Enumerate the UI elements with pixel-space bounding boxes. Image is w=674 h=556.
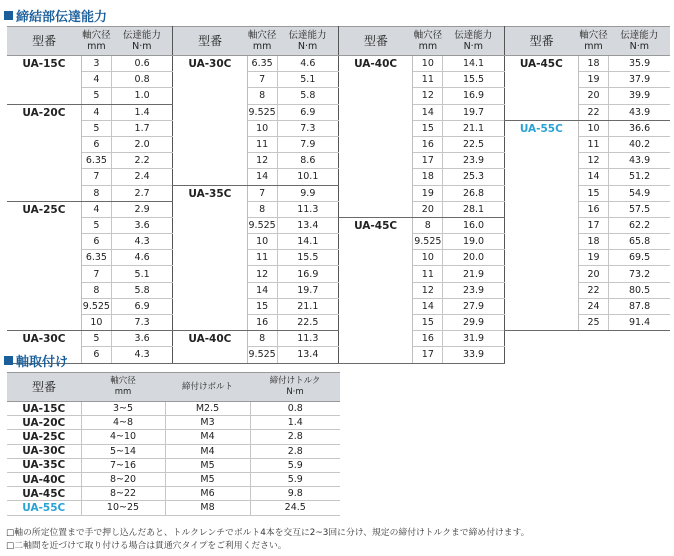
torque-cell: 51.2 [609,169,670,185]
torque-cell: 15.5 [443,72,504,88]
model-cell: UA-55C [7,501,81,515]
model-cell: UA-25C [7,430,81,444]
torque-cell: 25.3 [443,169,504,185]
bore-cell: 16 [247,315,277,331]
section-title-torque-capacity: 締結部伝達能力 [4,6,107,25]
torque-cell: 4.3 [111,347,172,363]
torque-cell: 5.1 [277,72,338,88]
bore-cell: 6.35 [81,153,111,169]
torque-cell: 69.5 [609,250,670,266]
bore-cell: 8 [413,217,443,233]
table-row [7,444,340,458]
torque-capacity-table [7,26,670,364]
bolt-cell: M8 [165,501,250,515]
bore-range-cell: 4~8 [81,416,165,430]
torque-cell: 14.1 [277,234,338,250]
torque-cell: 43.9 [609,153,670,169]
model-cell: UA-55C [504,120,578,330]
torque-cell: 21.1 [277,298,338,314]
header-model: 型番 [7,373,81,402]
bore-cell: 10 [413,56,443,72]
model-cell: UA-40C [173,331,247,363]
bolt-cell: M2.5 [165,402,250,416]
bore-cell: 12 [247,266,277,282]
model-cell: UA-30C [7,331,81,363]
torque-cell: 4.3 [111,234,172,250]
table-row [7,458,340,472]
bore-cell: 5 [81,120,111,136]
table-row [7,501,340,515]
model-cell: UA-25C [7,201,81,331]
torque-cell: 9.9 [277,185,338,201]
bore-cell: 11 [413,72,443,88]
bore-range-cell: 10~25 [81,501,165,515]
model-cell: UA-30C [173,56,247,186]
torque-cell: 13.4 [277,347,338,363]
tightening-torque-cell: 2.8 [250,430,340,444]
torque-cell: 22.5 [443,136,504,152]
bore-cell: 8 [81,282,111,298]
torque-cell: 8.6 [277,153,338,169]
bore-range-cell: 7~16 [81,458,165,472]
bore-cell: 15 [247,298,277,314]
header-torque: 伝達能力 N·m [609,27,670,56]
bore-cell: 4 [81,104,111,120]
bolt-cell: M4 [165,444,250,458]
torque-cell: 5.8 [111,282,172,298]
bore-cell: 19 [413,185,443,201]
header-torque: 伝達能力 N·m [443,27,504,56]
torque-cell: 1.4 [111,104,172,120]
header-model: 型番 [173,27,247,56]
torque-cell: 40.2 [609,136,670,152]
torque-cell: 2.7 [111,185,172,201]
header-torque: 伝達能力 N·m [111,27,172,56]
torque-cell: 15.5 [277,250,338,266]
torque-cell: 26.8 [443,185,504,201]
torque-cell: 6.9 [111,298,172,314]
bore-cell: 12 [413,88,443,104]
table-row [7,402,340,416]
bore-cell: 5 [81,88,111,104]
tightening-torque-cell: 5.9 [250,458,340,472]
torque-cell: 14.1 [443,56,504,72]
torque-cell: 4.6 [277,56,338,72]
bore-cell: 22 [578,282,608,298]
torque-cell: 10.1 [277,169,338,185]
bore-cell: 20 [578,88,608,104]
bore-cell: 7 [247,185,277,201]
empty-cell [504,331,670,347]
torque-cell: 57.5 [609,201,670,217]
bore-cell: 12 [578,153,608,169]
bore-cell: 10 [247,234,277,250]
torque-cell: 36.6 [609,120,670,136]
bore-cell: 19 [578,72,608,88]
model-cell: UA-35C [7,458,81,472]
bore-cell: 12 [413,282,443,298]
bore-cell: 14 [247,282,277,298]
bore-cell: 5 [81,331,111,347]
note-line: □軸の所定位置まで手で押し込んだあと、トルクレンチでボルト4本を交互に2~3回に分け、規定の締付けトルクまで締め付けます。 [6,528,530,538]
tightening-torque-cell: 1.4 [250,416,340,430]
torque-cell: 7.3 [277,120,338,136]
bore-cell: 8 [247,201,277,217]
torque-cell: 11.3 [277,331,338,347]
torque-cell: 22.5 [277,315,338,331]
header-model: 型番 [504,27,578,56]
torque-cell: 16.0 [443,217,504,233]
bore-cell: 10 [413,250,443,266]
bore-cell: 14 [578,169,608,185]
bore-cell: 4 [81,201,111,217]
bore-cell: 17 [413,347,443,363]
torque-cell: 16.9 [277,266,338,282]
torque-cell: 23.9 [443,153,504,169]
bolt-cell: M3 [165,416,250,430]
torque-cell: 16.9 [443,88,504,104]
bore-cell: 11 [247,136,277,152]
bore-cell: 6.35 [81,250,111,266]
model-cell: UA-45C [7,487,81,501]
empty-cell [504,347,670,363]
torque-cell: 19.0 [443,234,504,250]
bore-cell: 16 [413,331,443,347]
torque-cell: 73.2 [609,266,670,282]
torque-cell: 6.9 [277,104,338,120]
bore-cell: 14 [413,104,443,120]
torque-cell: 23.9 [443,282,504,298]
model-cell: UA-40C [338,56,412,218]
tightening-torque-cell: 0.8 [250,402,340,416]
torque-cell: 19.7 [277,282,338,298]
bore-cell: 18 [578,56,608,72]
torque-cell: 62.2 [609,217,670,233]
bore-cell: 10 [81,315,111,331]
bore-cell: 15 [578,185,608,201]
torque-cell: 28.1 [443,201,504,217]
bore-cell: 5 [81,217,111,233]
torque-cell: 7.9 [277,136,338,152]
bolt-cell: M5 [165,472,250,486]
torque-cell: 87.8 [609,298,670,314]
torque-cell: 13.4 [277,217,338,233]
bore-cell: 7 [247,72,277,88]
torque-cell: 27.9 [443,298,504,314]
model-cell: UA-40C [7,472,81,486]
bore-cell: 3 [81,56,111,72]
header-bolt: 締付けボルト [165,373,250,402]
torque-cell: 2.0 [111,136,172,152]
tightening-torque-cell: 2.8 [250,444,340,458]
bore-cell: 7 [81,266,111,282]
table-row [7,472,340,486]
bore-cell: 9.525 [413,234,443,250]
header-tightening-torque: 締付けトルク N·m [250,373,340,402]
bore-range-cell: 3~5 [81,402,165,416]
torque-cell: 2.4 [111,169,172,185]
model-cell: UA-15C [7,402,81,416]
torque-cell: 7.3 [111,315,172,331]
bore-cell: 15 [413,120,443,136]
torque-cell: 4.6 [111,250,172,266]
bore-cell: 4 [81,72,111,88]
torque-cell: 0.8 [111,72,172,88]
model-cell: UA-30C [7,444,81,458]
torque-cell: 2.2 [111,153,172,169]
table-row [7,487,340,501]
bore-cell: 17 [578,217,608,233]
bore-cell: 11 [247,250,277,266]
bore-cell: 11 [413,266,443,282]
torque-cell: 65.8 [609,234,670,250]
torque-cell: 37.9 [609,72,670,88]
table-row [7,56,670,72]
bore-cell: 17 [413,153,443,169]
bore-range-cell: 4~10 [81,430,165,444]
bore-cell: 12 [247,153,277,169]
shaft-mounting-table [7,372,340,516]
torque-cell: 0.6 [111,56,172,72]
header-torque: 伝達能力 N·m [277,27,338,56]
model-cell: UA-20C [7,416,81,430]
torque-cell: 91.4 [609,315,670,331]
bore-cell: 11 [578,136,608,152]
bore-cell: 6 [81,347,111,363]
bore-cell: 22 [578,104,608,120]
torque-cell: 1.7 [111,120,172,136]
section-title-shaft-mounting: 軸取付け [4,351,68,370]
bore-cell: 9.525 [247,347,277,363]
bore-cell: 18 [578,234,608,250]
header-bore: 軸穴径 mm [247,27,277,56]
header-bore: 軸穴径 mm [81,373,165,402]
bore-cell: 25 [578,315,608,331]
torque-cell: 3.6 [111,217,172,233]
torque-cell: 2.9 [111,201,172,217]
torque-cell: 5.8 [277,88,338,104]
torque-cell: 5.1 [111,266,172,282]
bore-cell: 14 [247,169,277,185]
torque-cell: 1.0 [111,88,172,104]
notes [6,527,529,553]
bolt-cell: M5 [165,458,250,472]
torque-cell: 29.9 [443,315,504,331]
bore-cell: 9.525 [247,217,277,233]
bore-cell: 10 [247,120,277,136]
bore-cell: 9.525 [247,104,277,120]
table-row [7,430,340,444]
bore-cell: 16 [578,201,608,217]
model-cell: UA-45C [338,217,412,363]
table-row [7,416,340,430]
bore-cell: 8 [247,331,277,347]
bore-range-cell: 5~14 [81,444,165,458]
bore-cell: 6 [81,234,111,250]
torque-cell: 21.9 [443,266,504,282]
tightening-torque-cell: 9.8 [250,487,340,501]
tightening-torque-cell: 24.5 [250,501,340,515]
bore-range-cell: 8~20 [81,472,165,486]
torque-cell: 20.0 [443,250,504,266]
tightening-torque-cell: 5.9 [250,472,340,486]
model-cell: UA-15C [7,56,81,105]
header-bore: 軸穴径 mm [578,27,608,56]
note-line: □二軸間を近づけて取り付ける場合は貫通穴タイプをご利用ください。 [6,541,287,551]
torque-cell: 54.9 [609,185,670,201]
square-bullet-icon [4,356,13,365]
torque-cell: 35.9 [609,56,670,72]
torque-cell: 33.9 [443,347,504,363]
model-cell: UA-45C [504,56,578,121]
model-cell: UA-35C [173,185,247,331]
header-bore: 軸穴径 mm [81,27,111,56]
bore-cell: 20 [578,266,608,282]
bore-cell: 6 [81,136,111,152]
bore-cell: 9.525 [81,298,111,314]
square-bullet-icon [4,11,13,20]
torque-cell: 80.5 [609,282,670,298]
torque-cell: 3.6 [111,331,172,347]
bore-cell: 18 [413,169,443,185]
bore-cell: 24 [578,298,608,314]
torque-cell: 11.3 [277,201,338,217]
header-model: 型番 [338,27,412,56]
bore-cell: 19 [578,250,608,266]
header-bore: 軸穴径 mm [413,27,443,56]
bore-cell: 14 [413,298,443,314]
bore-cell: 8 [81,185,111,201]
bore-cell: 6.35 [247,56,277,72]
header-model: 型番 [7,27,81,56]
bore-cell: 10 [578,120,608,136]
bolt-cell: M6 [165,487,250,501]
bore-cell: 15 [413,315,443,331]
bore-cell: 7 [81,169,111,185]
bore-range-cell: 8~22 [81,487,165,501]
bolt-cell: M4 [165,430,250,444]
torque-cell: 39.9 [609,88,670,104]
torque-cell: 31.9 [443,331,504,347]
model-cell: UA-20C [7,104,81,201]
torque-cell: 43.9 [609,104,670,120]
torque-cell: 19.7 [443,104,504,120]
bore-cell: 8 [247,88,277,104]
bore-cell: 16 [413,136,443,152]
torque-cell: 21.1 [443,120,504,136]
bore-cell: 20 [413,201,443,217]
